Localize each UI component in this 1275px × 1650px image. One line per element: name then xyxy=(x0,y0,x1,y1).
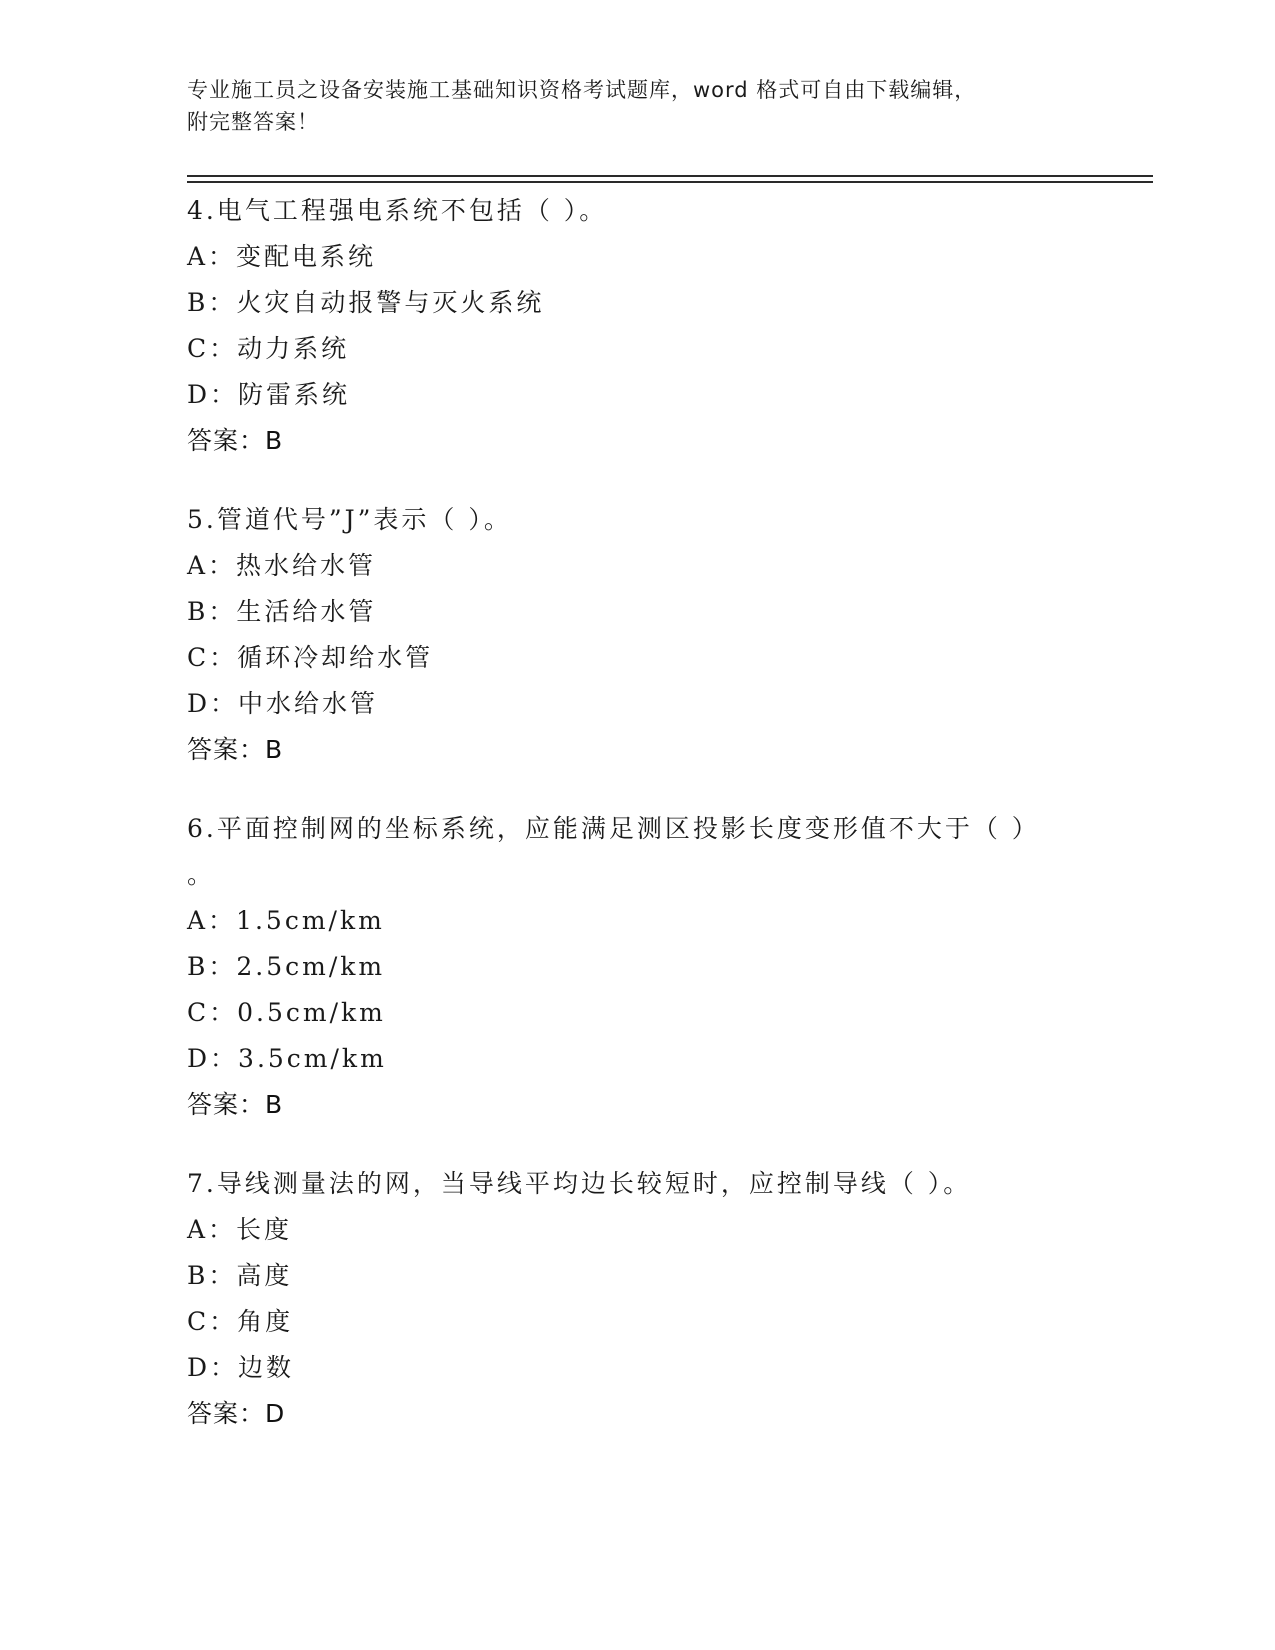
question-stem: 7.导线测量法的网，当导线平均边长较短时，应控制导线（ ）。 xyxy=(187,1169,972,1198)
option-c: C：0.5cm/km xyxy=(187,998,386,1027)
question-list xyxy=(187,188,1087,1470)
question-stem: 4.电气工程强电系统不包括（ ）。 xyxy=(187,196,608,225)
option-d: D：中水给水管 xyxy=(187,689,379,718)
document-header xyxy=(187,74,1087,138)
answer-line: 答案：B xyxy=(187,426,284,455)
option-c: C：循环冷却给水管 xyxy=(187,643,434,672)
header-divider-bottom xyxy=(187,181,1153,183)
question-5 xyxy=(187,497,1087,773)
option-c: C：动力系统 xyxy=(187,334,350,363)
option-d: D：边数 xyxy=(187,1353,295,1382)
answer-line: 答案：D xyxy=(187,1399,286,1428)
option-b: B：火灾自动报警与灭火系统 xyxy=(187,288,545,317)
question-stem-continuation: 。 xyxy=(187,860,216,889)
option-c: C：角度 xyxy=(187,1307,294,1336)
question-stem: 6.平面控制网的坐标系统，应能满足测区投影长度变形值不大于（ ） xyxy=(187,814,1040,843)
question-6 xyxy=(187,806,1087,1128)
header-line-1: 专业施工员之设备安装施工基础知识资格考试题库，word 格式可自由下载编辑， xyxy=(187,78,977,102)
option-b: B：高度 xyxy=(187,1261,293,1290)
option-d: D：3.5cm/km xyxy=(187,1044,387,1073)
option-b: B：2.5cm/km xyxy=(187,952,386,981)
answer-line: 答案：B xyxy=(187,1090,284,1119)
option-b: B：生活给水管 xyxy=(187,597,377,626)
option-a: A：长度 xyxy=(187,1215,293,1244)
option-a: A：热水给水管 xyxy=(187,551,377,580)
question-4 xyxy=(187,188,1087,464)
question-stem: 5.管道代号”J”表示（ ）。 xyxy=(187,505,512,534)
option-d: D：防雷系统 xyxy=(187,380,351,409)
answer-line: 答案：B xyxy=(187,735,284,764)
option-a: A：1.5cm/km xyxy=(187,906,385,935)
question-7 xyxy=(187,1161,1087,1437)
header-line-2: 附完整答案！ xyxy=(187,110,319,134)
header-divider-top xyxy=(187,175,1153,177)
option-a: A：变配电系统 xyxy=(187,242,377,271)
